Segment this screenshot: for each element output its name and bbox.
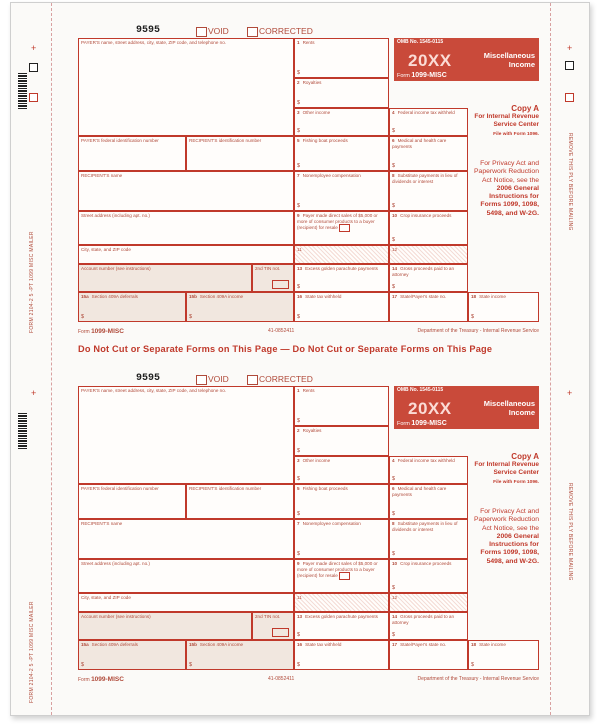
square-marker-icon: [29, 93, 38, 102]
side-label-right: REMOVE THIS PLY BEFORE MAILING: [567, 133, 573, 231]
copy-a-block: [468, 104, 539, 137]
box-4-tax-withheld-field[interactable]: 4 Federal income tax withheld $: [389, 108, 468, 136]
box-14-label: Gross proceeds paid to an attorney: [392, 614, 455, 625]
corrected-label: CORRECTED: [259, 374, 313, 384]
box-17-label: State/Payer's state no.: [400, 294, 447, 299]
copy-for: For Internal Revenue Service Center: [474, 461, 539, 476]
privacy-bold: 2006 General Instructions for Forms 1099, 1098, 5498, and W-2G.: [480, 184, 539, 217]
box-1-label: Rents: [302, 40, 315, 45]
square-marker-icon: [565, 93, 574, 102]
omb-number: OMB No. 1545-0115: [397, 387, 444, 393]
form-footer: [78, 328, 539, 336]
box-9-direct-sales-field[interactable]: 9 Payer made direct sales of $5,000 or more of consumer products to a buyer (recipient) for resale: [294, 211, 389, 245]
box-12-field[interactable]: [389, 593, 468, 612]
recipient-id-field[interactable]: [186, 136, 294, 171]
box-16-label: State tax withheld: [305, 642, 342, 647]
box-10-crop-field[interactable]: 10 Crop insurance proceeds $: [389, 211, 468, 245]
footer-code: 41-0852411: [268, 676, 295, 682]
box-14-attorney-field[interactable]: 14 Gross proceeds paid to an attorney $: [389, 612, 468, 640]
box-2-label: Royalties: [302, 80, 322, 85]
form-title: Miscellaneous Income: [483, 399, 535, 417]
box-8-label: Substitute payments in lieu of dividends or interest: [392, 173, 458, 184]
box-2-royalties-field[interactable]: 2 Royalties $: [294, 78, 389, 108]
file-with: File with Form 1096.: [493, 480, 539, 485]
city-state-zip-field[interactable]: [78, 593, 294, 612]
box-7-nonemployee-field[interactable]: 7 Nonemployee compensation $: [294, 171, 389, 211]
box-9-checkbox[interactable]: [339, 572, 350, 580]
box-5-label: Fishing boat proceeds: [302, 486, 348, 491]
form-1099-misc-top: [78, 25, 539, 264]
box-1-rents-field[interactable]: 1 Rents $: [294, 38, 389, 78]
box-15b-label: Section 409A income: [199, 642, 244, 647]
box-9-checkbox[interactable]: [339, 224, 350, 232]
privacy-bold: 2006 General Instructions for Forms 1099, 1098, 5498, and W-2G.: [480, 532, 539, 565]
box-15a-field[interactable]: 15a Section 409A deferrals $: [78, 292, 186, 322]
box-17-label: State/Payer's state no.: [400, 642, 447, 647]
box-6-medical-field[interactable]: 6 Medical and health care payments $: [389, 484, 468, 519]
box-8-substitute-field[interactable]: 8 Substitute payments in lieu of dividends or interest $: [389, 519, 468, 559]
do-not-cut-line: Do Not Cut or Separate Forms on This Page — Do Not Cut or Separate Forms on This Page: [78, 344, 493, 354]
registration-mark-icon: +: [31, 43, 37, 53]
box-13-parachute-field[interactable]: 13 Excess golden parachute payments $: [294, 264, 389, 292]
box-5-label: Fishing boat proceeds: [302, 138, 348, 143]
second-tin-field[interactable]: [252, 264, 294, 292]
box-18-field[interactable]: 18 State income $: [468, 640, 539, 670]
box-13-parachute-field[interactable]: 13 Excess golden parachute payments $: [294, 612, 389, 640]
box-10-label: Crop insurance proceeds: [400, 561, 452, 566]
corrected-checkbox[interactable]: [247, 375, 258, 385]
tax-year: 20XX: [408, 399, 452, 418]
footer-department: Department of the Treasury - Internal Revenue Service: [417, 676, 539, 682]
form-name: 1099-MISC: [411, 420, 447, 427]
box-9-label: Payer made direct sales of $5,000 or more of consumer products to a buyer (recipient) for resale: [297, 213, 378, 231]
box-9-direct-sales-field[interactable]: 9 Payer made direct sales of $5,000 or more of consumer products to a buyer (recipient) for resale: [294, 559, 389, 593]
copy-label: Copy A: [511, 104, 539, 113]
box-13-label: Excess golden parachute payments: [305, 614, 378, 619]
box-5-fishing-field[interactable]: 5 Fishing boat proceeds $: [294, 484, 389, 519]
form-brand-block: [394, 386, 539, 429]
tin-label: 2nd TIN not.: [255, 614, 281, 619]
payer-info-field[interactable]: [78, 386, 294, 484]
payer-info-field[interactable]: [78, 38, 294, 136]
account-label: Account number (see instructions): [81, 614, 151, 619]
form-prefix: Form: [397, 73, 410, 79]
file-with: File with Form 1096.: [493, 132, 539, 137]
city-label: City, state, and ZIP code: [81, 595, 131, 600]
tin-checkbox[interactable]: [272, 628, 289, 637]
side-label-left: FORM 2104-2 5 -PT 1099 MISC MAILER: [29, 601, 35, 703]
form-footer: [78, 676, 539, 684]
second-tin-field[interactable]: [252, 612, 294, 640]
recipient-id-label: RECIPIENT'S identification number: [189, 138, 262, 143]
registration-mark-icon: +: [31, 388, 37, 398]
box-12-field[interactable]: [389, 245, 468, 264]
account-number-field[interactable]: [78, 612, 252, 640]
void-label: VOID: [208, 374, 229, 384]
side-label-left: FORM 2104-2 5 -PT 1099 MISC MAILER: [29, 231, 35, 333]
payer-id-label: PAYER'S federal identification number: [81, 486, 159, 491]
recipient-name-label: RECIPIENT'S name: [81, 173, 123, 178]
tax-year: 20XX: [408, 51, 452, 70]
form-1099-misc-bottom: [78, 373, 539, 612]
box-11-label: 11: [297, 247, 302, 252]
box-8-label: Substitute payments in lieu of dividends or interest: [392, 521, 458, 532]
box-3-other-income-field[interactable]: 3 Other income $: [294, 456, 389, 484]
box-18-field[interactable]: 18 State income $: [468, 292, 539, 322]
payer-label: PAYER'S name, street address, city, state, ZIP code, and telephone no.: [81, 40, 227, 45]
box-12-label: 12: [392, 247, 398, 252]
box-3-label: Other income: [302, 458, 331, 463]
form-2-bottom-rows: [78, 612, 539, 690]
street-address-field[interactable]: [78, 211, 294, 245]
barcode-icon: [18, 73, 27, 109]
box-17-field[interactable]: 17 State/Payer's state no.: [389, 640, 468, 670]
privacy-notice: [468, 160, 539, 218]
recipient-name-field[interactable]: [78, 519, 294, 559]
box-8-substitute-field[interactable]: 8 Substitute payments in lieu of dividends or interest $: [389, 171, 468, 211]
footer-department: Department of the Treasury - Internal Revenue Service: [417, 328, 539, 334]
box-14-attorney-field[interactable]: 14 Gross proceeds paid to an attorney $: [389, 264, 468, 292]
box-4-label: Federal income tax withheld: [397, 110, 455, 115]
box-3-label: Other income: [302, 110, 331, 115]
square-marker-icon: [29, 63, 38, 72]
box-11-field[interactable]: [294, 245, 389, 264]
box-2-label: Royalties: [302, 428, 322, 433]
recipient-id-label: RECIPIENT'S identification number: [189, 486, 262, 491]
box-18-label: State income: [479, 294, 506, 299]
square-marker-icon: [565, 61, 574, 70]
box-6-label: Medical and health care payments: [392, 138, 447, 149]
footer-form-name: 1099-MISC: [91, 676, 124, 683]
box-7-label: Nonemployee compensation: [302, 521, 361, 526]
box-18-label: State income: [479, 642, 506, 647]
account-label: Account number (see instructions): [81, 266, 151, 271]
copy-label: Copy A: [511, 452, 539, 461]
payer-federal-id-field[interactable]: [78, 136, 186, 171]
void-label: VOID: [208, 26, 229, 36]
payer-id-label: PAYER'S federal identification number: [81, 138, 159, 143]
corrected-checkbox[interactable]: [247, 27, 258, 37]
box-9-label: Payer made direct sales of $5,000 or more of consumer products to a buyer (recipient) for resale: [297, 561, 378, 579]
box-10-label: Crop insurance proceeds: [400, 213, 452, 218]
recipient-name-field[interactable]: [78, 171, 294, 211]
form-header: [78, 26, 378, 38]
brand-form-name: [397, 420, 447, 427]
privacy-text: For Privacy Act and Paperwork Reduction Act Notice, see the: [474, 160, 539, 184]
box-17-field[interactable]: 17 State/Payer's state no.: [389, 292, 468, 322]
footer-code: 41-0852411: [268, 328, 295, 334]
copy-a-block: [468, 452, 539, 485]
box-15b-label: Section 409A income: [199, 294, 244, 299]
form-header: [78, 374, 378, 386]
street-address-field[interactable]: [78, 559, 294, 593]
city-state-zip-field[interactable]: [78, 245, 294, 264]
copy-for: For Internal Revenue Service Center: [474, 113, 539, 128]
box-15b-field[interactable]: 15b Section 409A income $: [186, 292, 294, 322]
street-label: Street address (including apt. no.): [81, 213, 150, 218]
brand-form-name: [397, 72, 447, 79]
form-prefix: Form: [397, 421, 410, 427]
form-1-bottom-rows: [78, 264, 539, 342]
box-13-label: Excess golden parachute payments: [305, 266, 378, 271]
form-number: 9595: [136, 25, 161, 36]
payer-label: PAYER'S name, street address, city, state, ZIP code, and telephone no.: [81, 388, 227, 393]
box-7-label: Nonemployee compensation: [302, 173, 361, 178]
box-6-label: Medical and health care payments: [392, 486, 447, 497]
footer-form: [78, 328, 124, 335]
footer-form-name: 1099-MISC: [91, 328, 124, 335]
void-checkbox[interactable]: [196, 375, 207, 385]
registration-mark-icon: +: [567, 388, 573, 398]
recipient-name-label: RECIPIENT'S name: [81, 521, 123, 526]
box-14-label: Gross proceeds paid to an attorney: [392, 266, 455, 277]
city-label: City, state, and ZIP code: [81, 247, 131, 252]
box-15b-field[interactable]: 15b Section 409A income $: [186, 640, 294, 670]
box-1-label: Rents: [302, 388, 315, 393]
recipient-id-field[interactable]: [186, 484, 294, 519]
form-number: 9595: [136, 373, 161, 384]
box-16-field[interactable]: 16 State tax withheld $: [294, 292, 389, 322]
tin-checkbox[interactable]: [272, 280, 289, 289]
box-11-field[interactable]: [294, 593, 389, 612]
box-6-medical-field[interactable]: 6 Medical and health care payments $: [389, 136, 468, 171]
box-16-label: State tax withheld: [305, 294, 342, 299]
box-16-field[interactable]: 16 State tax withheld $: [294, 640, 389, 670]
box-5-fishing-field[interactable]: 5 Fishing boat proceeds $: [294, 136, 389, 171]
tin-label: 2nd TIN not.: [255, 266, 281, 271]
box-2-royalties-field[interactable]: 2 Royalties $: [294, 426, 389, 456]
left-tractor-strip: [11, 3, 52, 715]
side-label-right: REMOVE THIS PLY BEFORE MAILING: [567, 483, 573, 581]
box-15a-label: Section 409A deferrals: [91, 642, 138, 647]
right-tractor-strip: [550, 3, 589, 715]
barcode-icon: [18, 413, 27, 449]
box-1-rents-field[interactable]: 1 Rents $: [294, 386, 389, 426]
box-12-label: 12: [392, 595, 398, 600]
privacy-notice: [468, 508, 539, 566]
street-label: Street address (including apt. no.): [81, 561, 150, 566]
form-title: Miscellaneous Income: [483, 51, 535, 69]
box-3-other-income-field[interactable]: 3 Other income $: [294, 108, 389, 136]
box-4-label: Federal income tax withheld: [397, 458, 455, 463]
privacy-text: For Privacy Act and Paperwork Reduction Act Notice, see the: [474, 508, 539, 532]
box-7-nonemployee-field[interactable]: 7 Nonemployee compensation $: [294, 519, 389, 559]
void-checkbox[interactable]: [196, 27, 207, 37]
form-brand-block: [394, 38, 539, 81]
corrected-label: CORRECTED: [259, 26, 313, 36]
payer-federal-id-field[interactable]: [78, 484, 186, 519]
form-name: 1099-MISC: [411, 72, 447, 79]
account-number-field[interactable]: [78, 264, 252, 292]
footer-prefix: Form: [78, 677, 90, 683]
box-4-tax-withheld-field[interactable]: 4 Federal income tax withheld $: [389, 456, 468, 484]
omb-number: OMB No. 1545-0115: [397, 39, 444, 45]
box-15a-label: Section 409A deferrals: [91, 294, 138, 299]
footer-prefix: Form: [78, 329, 90, 335]
box-15a-field[interactable]: 15a Section 409A deferrals $: [78, 640, 186, 670]
box-10-crop-field[interactable]: 10 Crop insurance proceeds $: [389, 559, 468, 593]
footer-form: [78, 676, 124, 683]
box-11-label: 11: [297, 595, 302, 600]
registration-mark-icon: +: [567, 43, 573, 53]
